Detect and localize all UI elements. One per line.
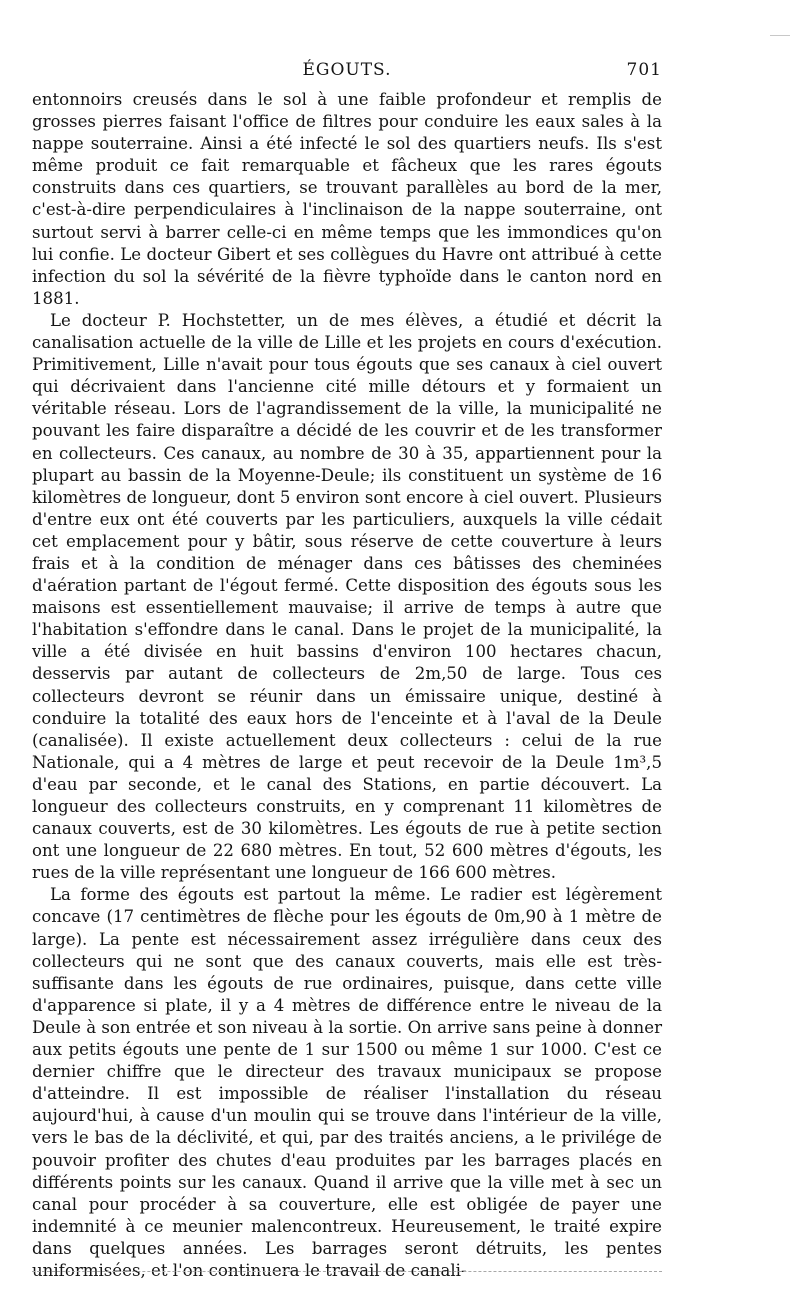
paragraph-lille-canalisation: Le docteur P. Hochstetter, un de mes élèves, a étudié et décrit la canalisation actuelle de la ville de Lille et les projets en cours d'exécution. Primitivement, Lille n'avait pour tous égouts que ses canaux à ciel ouvert qui décrivaient dans l'ancienne cité mille détours et y formaient un véritable réseau. Lors de l'agrandissement de la ville, la municipalité ne pouvant les faire disparaître a décidé de les couvrir et de les transformer en collecteurs. Ces canaux, au nombre de 30 à 35, appartiennent pour la plupart au bassin de la Moyenne-Deule; ils constituent un système de 16 kilomètres de longueur, dont 5 environ sont encore à ciel ouvert. Plusieurs d'entre eux ont été couverts par les particuliers, auxquels la ville cédait cet emplacement pour y bâtir, sous réserve de cette couverture à leurs frais et à la condition de ménager dans ces bâtisses des cheminées d'aération partant de l'égout fermé. Cette disposition des égouts sous les maisons est essentiellement mauvaise; il arrive de temps à autre que l'habitation s'effondre dans le canal. Dans le projet de la municipalité, la ville a été divisée en huit bassins d'environ 100 hectares chacun, desservis par autant de collecteurs de 2m,50 de large. Tous ces collecteurs devront se réunir dans un émissaire unique, destiné à conduire la totalité des eaux hors de l'enceinte et à l'aval de la Deule (canalisée). Il existe actuellement deux collecteurs : celui de la rue Nationale, qui a 4 mètres de large et peut recevoir de la Deule 1m³,5 d'eau par seconde, et le canal des Stations, en partie découvert. La longueur des collecteurs construits, en y comprenant 11 kilomètres de canaux couverts, est de 30 kilomètres. Les égouts de rue à petite section ont une longueur de 22 680 mètres. En tout, 52 600 mètres d'égouts, les rues de la ville représentant une longueur de 166 600 mètres. xyxy=(32,310,662,883)
page-number: 701 xyxy=(626,60,662,80)
paragraph-continued: entonnoirs creusés dans le sol à une faible profondeur et remplis de grosses pierres faisant l'office de filtres pour conduire les eaux sales à la nappe souterraine. Ainsi a été infecté le sol des quartiers neufs. Ils s'est même produit ce fait remarquable et fâcheux que les rares égouts construits dans ces quartiers, se trouvant parallèles au bord de la mer, c'est-à-dire perpendiculaires à l'inclinaison de la nappe souterraine, ont surtout servi à barrer celle-ci en même temps que les immondices qu'on lui confie. Le docteur Gibert et ses collègues du Havre ont attribué à cette infection du sol la sévérité de la fièvre typhoïde dans le canton nord en 1881. xyxy=(32,90,662,308)
running-title: ÉGOUTS. xyxy=(302,60,392,80)
footer-rule xyxy=(32,1271,662,1272)
body-text xyxy=(32,89,662,1282)
book-page xyxy=(32,0,662,1303)
page-edge-mark xyxy=(770,35,790,36)
running-head xyxy=(32,60,662,84)
paragraph-forme-egouts: La forme des égouts est partout la même. Le radier est légèrement concave (17 centimètres de flèche pour les égouts de 0m,90 à 1 mètre de large). La pente est nécessairement assez irrégulière dans ceux des collecteurs qui ne sont que des canaux couverts, mais elle est très-suffisante dans les égouts de rue ordinaires, puisque, dans cette ville d'apparence si plate, il y a 4 mètres de différence entre le niveau de la Deule à son entrée et son niveau à la sortie. On arrive sans peine à donner aux petits égouts une pente de 1 sur 1500 ou même 1 sur 1000. C'est ce dernier chiffre que le directeur des travaux municipaux se propose d'atteindre. Il est impossible de réaliser l'installation du réseau aujourd'hui, à cause d'un moulin qui se trouve dans l'intérieur de la ville, vers le bas de la déclivité, et qui, par des traités anciens, a le privilége de pouvoir profiter des chutes d'eau produites par les barrages placés en différents points sur les canaux. Quand il arrive que la ville met à sec un canal pour procéder à sa couverture, elle est obligée de payer une indemnité à ce meunier malencontreux. Heureusement, le traité expire dans quelques années. Les barrages seront détruits, les pentes uniformisées, et l'on continuera le travail de canali- xyxy=(32,885,662,1280)
